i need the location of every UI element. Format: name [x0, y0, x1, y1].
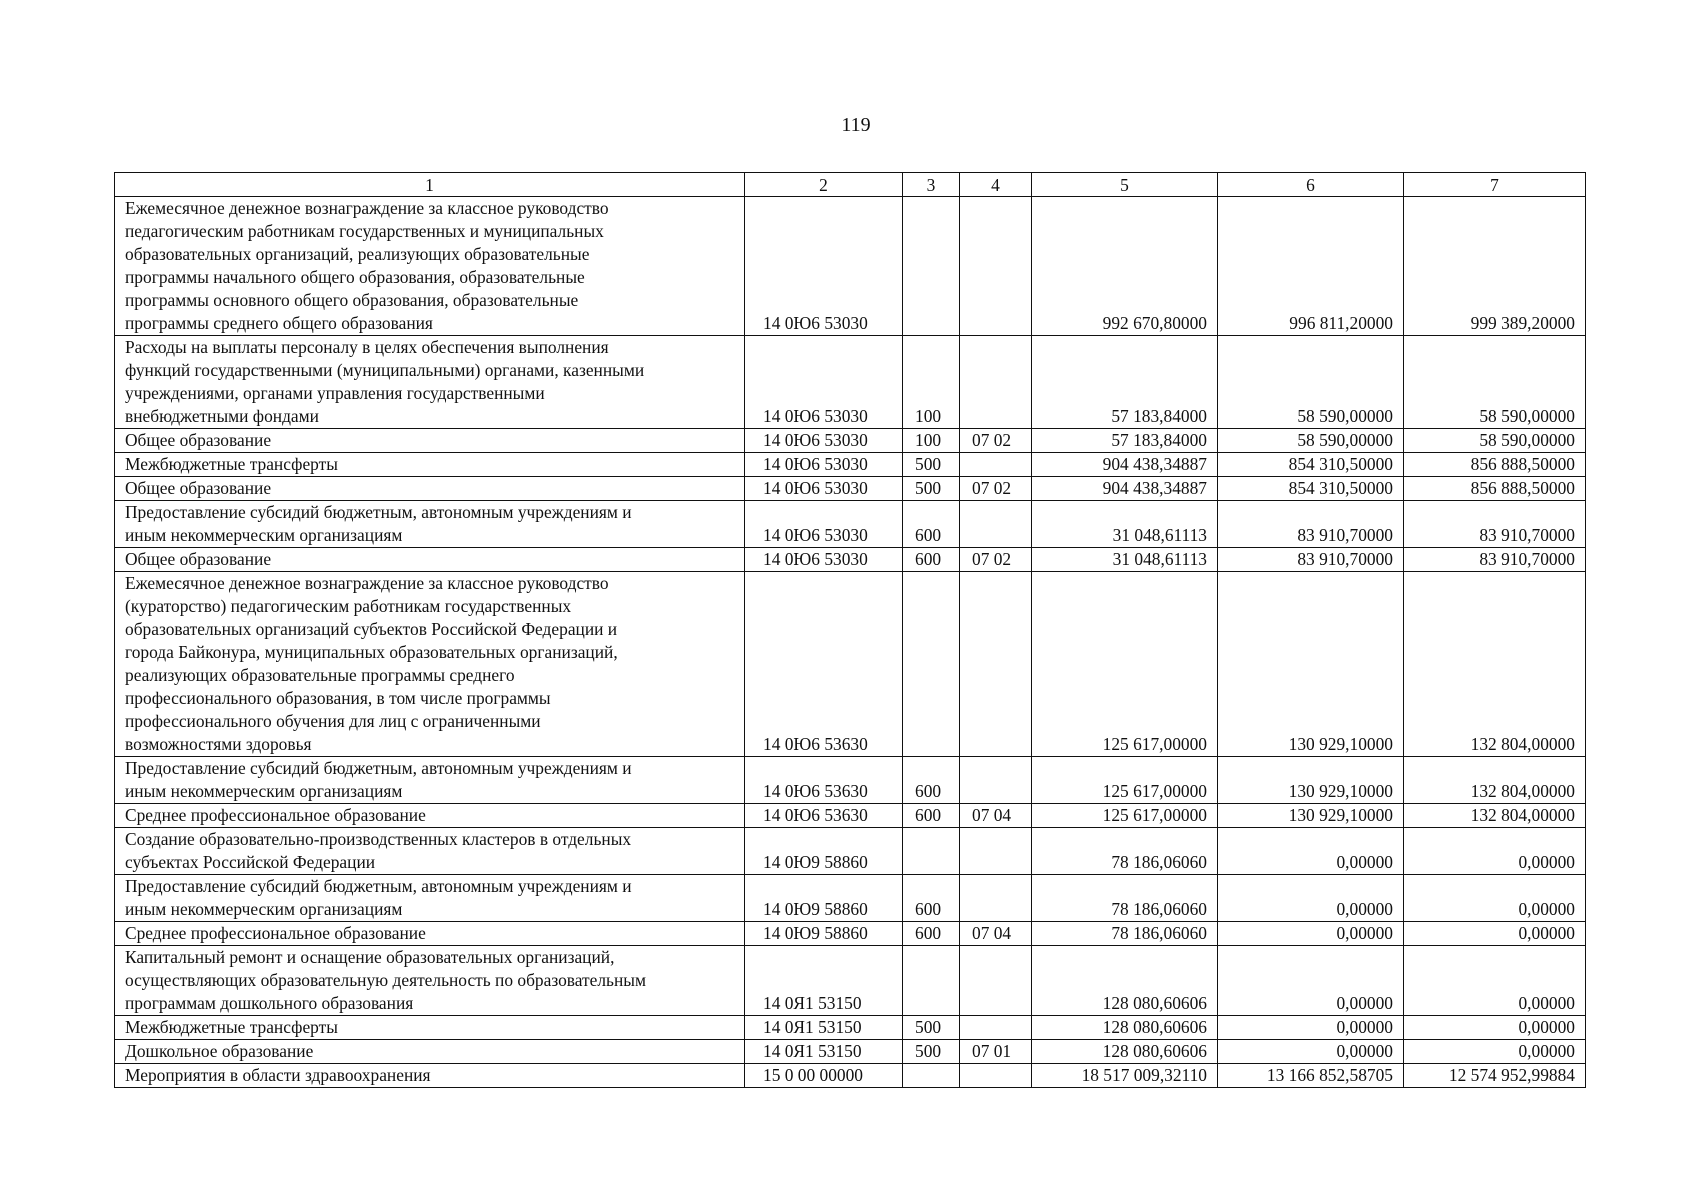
expense-type-cell: 600 [903, 875, 960, 922]
row-name-cell: Предоставление субсидий бюджетным, автономным учреждениям и иным некоммерческим организациям [115, 757, 745, 804]
amount-col5-cell: 125 617,00000 [1032, 572, 1218, 757]
amount-col6-cell: 83 910,70000 [1218, 501, 1404, 548]
amount-col6-cell: 0,00000 [1218, 1040, 1404, 1064]
section-code-cell [960, 572, 1032, 757]
amount-col6-cell: 0,00000 [1218, 922, 1404, 946]
section-code-cell: 07 04 [960, 804, 1032, 828]
section-code-cell: 07 01 [960, 1040, 1032, 1064]
expense-type-cell: 100 [903, 336, 960, 429]
row-name-cell: Среднее профессиональное образование [115, 804, 745, 828]
amount-col5-cell: 125 617,00000 [1032, 757, 1218, 804]
program-code-cell: 14 0Я1 53150 [745, 946, 903, 1016]
section-code-cell: 07 02 [960, 477, 1032, 501]
program-code-cell: 14 0Я1 53150 [745, 1016, 903, 1040]
table-row [115, 804, 1586, 828]
amount-col7-cell: 12 574 952,99884 [1404, 1064, 1586, 1088]
program-code-cell: 14 0Ю9 58860 [745, 875, 903, 922]
expense-type-cell [903, 197, 960, 336]
amount-col5-cell: 904 438,34887 [1032, 477, 1218, 501]
expense-type-cell: 500 [903, 1040, 960, 1064]
table-row [115, 922, 1586, 946]
table-body [115, 197, 1586, 1088]
table-row [115, 1016, 1586, 1040]
section-code-cell [960, 336, 1032, 429]
table-row [115, 477, 1586, 501]
section-code-cell [960, 197, 1032, 336]
expense-type-cell: 600 [903, 804, 960, 828]
section-code-cell [960, 757, 1032, 804]
section-code-cell [960, 453, 1032, 477]
program-code-cell: 14 0Ю6 53630 [745, 757, 903, 804]
amount-col6-cell: 130 929,10000 [1218, 757, 1404, 804]
program-code-cell: 14 0Ю6 53630 [745, 572, 903, 757]
row-name-cell: Дошкольное образование [115, 1040, 745, 1064]
row-name-cell: Расходы на выплаты персоналу в целях обеспечения выполнения функций государственными (муниципальными) органами, казенными учреждениями, органами управления государственными внебюджетными фондами [115, 336, 745, 429]
expense-type-cell: 500 [903, 477, 960, 501]
amount-col5-cell: 31 048,61113 [1032, 501, 1218, 548]
program-code-cell: 14 0Ю6 53030 [745, 501, 903, 548]
amount-col6-cell: 130 929,10000 [1218, 572, 1404, 757]
table-row [115, 1040, 1586, 1064]
expense-type-cell [903, 828, 960, 875]
amount-col7-cell: 0,00000 [1404, 1016, 1586, 1040]
row-name-cell: Межбюджетные трансферты [115, 1016, 745, 1040]
column-header-7: 7 [1404, 173, 1586, 197]
section-code-cell: 07 02 [960, 429, 1032, 453]
program-code-cell: 14 0Ю6 53030 [745, 429, 903, 453]
program-code-cell: 14 0Ю6 53030 [745, 336, 903, 429]
expense-type-cell [903, 572, 960, 757]
amount-col5-cell: 57 183,84000 [1032, 429, 1218, 453]
amount-col7-cell: 132 804,00000 [1404, 804, 1586, 828]
amount-col6-cell: 854 310,50000 [1218, 453, 1404, 477]
section-code-cell [960, 501, 1032, 548]
amount-col7-cell: 0,00000 [1404, 828, 1586, 875]
amount-col6-cell: 854 310,50000 [1218, 477, 1404, 501]
column-header-4: 4 [960, 173, 1032, 197]
amount-col5-cell: 128 080,60606 [1032, 946, 1218, 1016]
amount-col7-cell: 0,00000 [1404, 1040, 1586, 1064]
table-row [115, 197, 1586, 336]
amount-col7-cell: 0,00000 [1404, 922, 1586, 946]
table-row [115, 336, 1586, 429]
program-code-cell: 14 0Я1 53150 [745, 1040, 903, 1064]
amount-col7-cell: 0,00000 [1404, 875, 1586, 922]
expense-type-cell: 500 [903, 453, 960, 477]
amount-col5-cell: 57 183,84000 [1032, 336, 1218, 429]
amount-col6-cell: 0,00000 [1218, 875, 1404, 922]
row-name-cell: Предоставление субсидий бюджетным, автономным учреждениям и иным некоммерческим организациям [115, 875, 745, 922]
amount-col5-cell: 125 617,00000 [1032, 804, 1218, 828]
section-code-cell: 07 04 [960, 922, 1032, 946]
table-row [115, 429, 1586, 453]
section-code-cell [960, 1016, 1032, 1040]
page-number: 119 [841, 114, 871, 136]
amount-col5-cell: 992 670,80000 [1032, 197, 1218, 336]
amount-col7-cell: 132 804,00000 [1404, 757, 1586, 804]
header-row [115, 173, 1586, 197]
amount-col6-cell: 83 910,70000 [1218, 548, 1404, 572]
expense-type-cell [903, 946, 960, 1016]
amount-col7-cell: 83 910,70000 [1404, 501, 1586, 548]
row-name-cell: Ежемесячное денежное вознаграждение за классное руководство (кураторство) педагогическим работникам государственных образовательных организаций субъектов Российской Федерации и города Байконура, муниципальных образовательных организаций, реализующих образовательные программы среднего профессионального образования, в том числе программы профессионального обучения для лиц с ограниченными возможностями здоровья [115, 572, 745, 757]
row-name-cell: Общее образование [115, 429, 745, 453]
amount-col6-cell: 0,00000 [1218, 1016, 1404, 1040]
program-code-cell: 14 0Ю6 53030 [745, 197, 903, 336]
row-name-cell: Создание образовательно-производственных кластеров в отдельных субъектах Российской Федерации [115, 828, 745, 875]
amount-col7-cell: 58 590,00000 [1404, 336, 1586, 429]
amount-col5-cell: 78 186,06060 [1032, 922, 1218, 946]
amount-col5-cell: 31 048,61113 [1032, 548, 1218, 572]
section-code-cell [960, 828, 1032, 875]
row-name-cell: Капитальный ремонт и оснащение образовательных организаций, осуществляющих образовательную деятельность по образовательным программам дошкольного образования [115, 946, 745, 1016]
table-row [115, 1064, 1586, 1088]
amount-col7-cell: 856 888,50000 [1404, 477, 1586, 501]
amount-col7-cell: 0,00000 [1404, 946, 1586, 1016]
amount-col6-cell: 58 590,00000 [1218, 336, 1404, 429]
section-code-cell [960, 875, 1032, 922]
expense-type-cell [903, 1064, 960, 1088]
program-code-cell: 14 0Ю9 58860 [745, 828, 903, 875]
program-code-cell: 15 0 00 00000 [745, 1064, 903, 1088]
column-header-5: 5 [1032, 173, 1218, 197]
amount-col7-cell: 999 389,20000 [1404, 197, 1586, 336]
row-name-cell: Общее образование [115, 477, 745, 501]
expense-type-cell: 600 [903, 922, 960, 946]
expense-type-cell: 600 [903, 501, 960, 548]
row-name-cell: Общее образование [115, 548, 745, 572]
amount-col7-cell: 58 590,00000 [1404, 429, 1586, 453]
amount-col6-cell: 0,00000 [1218, 946, 1404, 1016]
amount-col5-cell: 78 186,06060 [1032, 828, 1218, 875]
section-code-cell: 07 02 [960, 548, 1032, 572]
expense-type-cell: 500 [903, 1016, 960, 1040]
row-name-cell: Среднее профессиональное образование [115, 922, 745, 946]
table-row [115, 501, 1586, 548]
column-header-2: 2 [745, 173, 903, 197]
expense-type-cell: 600 [903, 548, 960, 572]
amount-col5-cell: 128 080,60606 [1032, 1016, 1218, 1040]
amount-col5-cell: 18 517 009,32110 [1032, 1064, 1218, 1088]
amount-col7-cell: 856 888,50000 [1404, 453, 1586, 477]
budget-table [114, 172, 1586, 1088]
program-code-cell: 14 0Ю6 53030 [745, 453, 903, 477]
amount-col6-cell: 13 166 852,58705 [1218, 1064, 1404, 1088]
amount-col6-cell: 996 811,20000 [1218, 197, 1404, 336]
expense-type-cell: 600 [903, 757, 960, 804]
table-row [115, 548, 1586, 572]
program-code-cell: 14 0Ю9 58860 [745, 922, 903, 946]
program-code-cell: 14 0Ю6 53630 [745, 804, 903, 828]
amount-col6-cell: 130 929,10000 [1218, 804, 1404, 828]
program-code-cell: 14 0Ю6 53030 [745, 477, 903, 501]
table-row [115, 453, 1586, 477]
row-name-cell: Мероприятия в области здравоохранения [115, 1064, 745, 1088]
expense-type-cell: 100 [903, 429, 960, 453]
amount-col6-cell: 58 590,00000 [1218, 429, 1404, 453]
table-row [115, 875, 1586, 922]
amount-col5-cell: 904 438,34887 [1032, 453, 1218, 477]
table-row [115, 572, 1586, 757]
row-name-cell: Ежемесячное денежное вознаграждение за классное руководство педагогическим работникам государственных и муниципальных образовательных организаций, реализующих образовательные программы начального общего образования, образовательные программы основного общего образования, образовательные программы среднего общего образования [115, 197, 745, 336]
column-header-3: 3 [903, 173, 960, 197]
table-row [115, 946, 1586, 1016]
row-name-cell: Предоставление субсидий бюджетным, автономным учреждениям и иным некоммерческим организациям [115, 501, 745, 548]
amount-col7-cell: 83 910,70000 [1404, 548, 1586, 572]
column-header-1: 1 [115, 173, 745, 197]
row-name-cell: Межбюджетные трансферты [115, 453, 745, 477]
amount-col7-cell: 132 804,00000 [1404, 572, 1586, 757]
amount-col6-cell: 0,00000 [1218, 828, 1404, 875]
column-header-6: 6 [1218, 173, 1404, 197]
section-code-cell [960, 946, 1032, 1016]
table-row [115, 828, 1586, 875]
amount-col5-cell: 128 080,60606 [1032, 1040, 1218, 1064]
program-code-cell: 14 0Ю6 53030 [745, 548, 903, 572]
amount-col5-cell: 78 186,06060 [1032, 875, 1218, 922]
table-row [115, 757, 1586, 804]
section-code-cell [960, 1064, 1032, 1088]
